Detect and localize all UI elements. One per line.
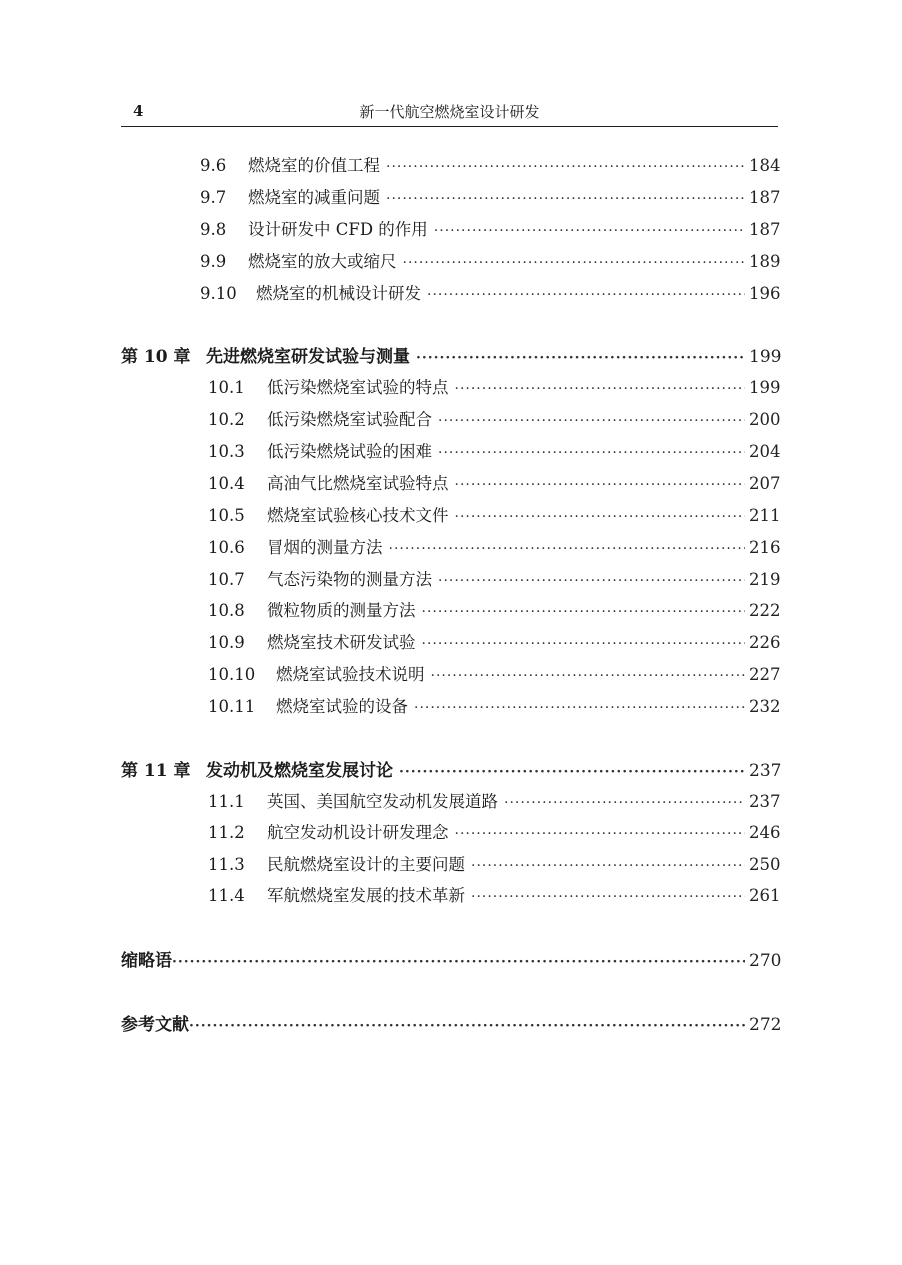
page-ref: 199	[749, 347, 782, 367]
section-number: 10.6	[208, 538, 245, 557]
dot-leader	[422, 604, 746, 620]
page-ref: 211	[749, 506, 781, 525]
page-ref: 226	[749, 633, 781, 652]
section-title: 冒烟的测量方法	[267, 538, 383, 557]
chapter-number: 第 11 章	[121, 761, 191, 781]
running-title: 新一代航空燃烧室设计研发	[359, 103, 540, 121]
section-number: 9.9	[200, 252, 227, 271]
section-title: 燃烧室的价值工程	[248, 156, 380, 175]
toc-entry-11-1[interactable]	[208, 788, 781, 814]
chapter-number: 第 10 章	[121, 347, 191, 367]
toc-entry-10-6[interactable]	[208, 534, 781, 560]
dot-leader	[172, 954, 745, 970]
section-title: 低污染燃烧室试验配合	[267, 410, 432, 429]
section-title: 民航燃烧室设计的主要问题	[267, 855, 465, 874]
toc-entry-9-10[interactable]	[200, 280, 781, 306]
dot-leader	[386, 159, 745, 175]
section-title: 航空发动机设计研发理念	[267, 823, 449, 842]
dot-leader	[422, 636, 746, 652]
dot-leader	[389, 541, 746, 557]
section-title: 燃烧室试验的设备	[276, 697, 408, 716]
section-number: 11.1	[208, 792, 245, 811]
toc-entry-10-3[interactable]	[208, 438, 781, 464]
toc-entry-10-2[interactable]	[208, 406, 781, 432]
section-title: 微粒物质的测量方法	[267, 601, 416, 620]
toc-entry-9-9[interactable]	[200, 248, 781, 274]
page-ref: 204	[749, 442, 781, 461]
section-number: 10.1	[208, 378, 245, 397]
dot-leader	[471, 858, 745, 874]
page-ref: 207	[749, 474, 781, 493]
entry-title: 参考文献	[121, 1015, 189, 1035]
page-ref: 219	[749, 570, 781, 589]
toc-entry-10-7[interactable]	[208, 566, 781, 592]
dot-leader	[403, 255, 746, 271]
page-ref: 237	[749, 792, 781, 811]
dot-leader	[386, 191, 745, 207]
toc-entry-10-8[interactable]	[208, 597, 781, 623]
section-title: 英国、美国航空发动机发展道路	[267, 792, 498, 811]
section-number: 10.4	[208, 474, 245, 493]
section-number: 10.5	[208, 506, 245, 525]
section-title: 燃烧室技术研发试验	[267, 633, 416, 652]
section-number: 11.4	[208, 886, 245, 905]
dot-leader	[471, 889, 745, 905]
dot-leader	[455, 509, 746, 525]
section-number: 9.6	[200, 156, 227, 175]
toc-entry-11-3[interactable]	[208, 851, 781, 877]
toc-entry-10-1[interactable]	[208, 374, 781, 400]
toc-chapter-11[interactable]	[121, 756, 782, 782]
page-ref: 270	[749, 951, 782, 971]
page-ref: 232	[749, 697, 781, 716]
toc-entry-10-5[interactable]	[208, 502, 781, 528]
dot-leader	[434, 223, 745, 239]
section-number: 10.9	[208, 633, 245, 652]
page-ref: 200	[749, 410, 781, 429]
section-title: 军航燃烧室发展的技术革新	[267, 886, 465, 905]
page-ref: 216	[749, 538, 781, 557]
page-ref: 261	[749, 886, 781, 905]
dot-leader	[189, 1018, 745, 1034]
section-number: 10.8	[208, 601, 245, 620]
page-ref: 246	[749, 823, 781, 842]
dot-leader	[438, 413, 745, 429]
page-ref: 199	[749, 378, 781, 397]
section-title: 燃烧室的减重问题	[248, 188, 380, 207]
section-number: 10.7	[208, 570, 245, 589]
section-title: 燃烧室的放大或缩尺	[248, 252, 397, 271]
toc-abbreviations[interactable]	[121, 946, 782, 972]
page-number: 4	[133, 102, 144, 120]
dot-leader	[431, 668, 746, 684]
toc-entry-9-7[interactable]	[200, 184, 781, 210]
section-title: 低污染燃烧室试验的特点	[267, 378, 449, 397]
dot-leader	[504, 795, 745, 811]
dot-leader	[399, 764, 745, 780]
section-number: 9.7	[200, 188, 227, 207]
toc-entry-10-11[interactable]	[208, 693, 781, 719]
section-title: 燃烧室试验核心技术文件	[267, 506, 449, 525]
section-title: 高油气比燃烧室试验特点	[267, 474, 449, 493]
section-number: 10.2	[208, 410, 245, 429]
section-title: 设计研发中 CFD 的作用	[248, 220, 428, 239]
toc-references[interactable]	[121, 1010, 782, 1036]
toc-entry-10-9[interactable]	[208, 629, 781, 655]
toc-entry-11-4[interactable]	[208, 882, 781, 908]
dot-leader	[414, 700, 745, 716]
section-number: 9.8	[200, 220, 227, 239]
page-ref: 272	[749, 1015, 782, 1035]
section-title: 燃烧室试验技术说明	[276, 665, 425, 684]
entry-title: 缩略语	[121, 951, 172, 971]
toc-entry-11-2[interactable]	[208, 819, 781, 845]
section-title: 低污染燃烧试验的困难	[267, 442, 432, 461]
section-number: 11.3	[208, 855, 245, 874]
page-header	[121, 98, 778, 127]
page-ref: 184	[749, 156, 781, 175]
dot-leader	[455, 477, 746, 493]
page-ref: 250	[749, 855, 781, 874]
section-number: 10.10	[208, 665, 256, 684]
dot-leader	[455, 381, 746, 397]
toc-chapter-10[interactable]	[121, 342, 782, 368]
section-number: 11.2	[208, 823, 245, 842]
dot-leader	[438, 445, 745, 461]
section-number: 10.3	[208, 442, 245, 461]
dot-leader	[427, 287, 745, 303]
page-ref: 189	[749, 252, 781, 271]
section-title: 燃烧室的机械设计研发	[256, 284, 421, 303]
page-ref: 187	[749, 220, 781, 239]
toc-entry-10-10[interactable]	[208, 661, 781, 687]
toc-entry-9-6[interactable]	[200, 152, 781, 178]
page-ref: 227	[749, 665, 781, 684]
section-title: 气态污染物的测量方法	[267, 570, 432, 589]
dot-leader	[455, 826, 746, 842]
section-number: 10.11	[208, 697, 256, 716]
page-ref: 237	[749, 761, 782, 781]
chapter-title: 先进燃烧室研发试验与测量	[206, 347, 410, 367]
page-ref: 222	[749, 601, 781, 620]
toc-entry-9-8[interactable]	[200, 216, 781, 242]
dot-leader	[416, 350, 745, 366]
dot-leader	[438, 573, 745, 589]
chapter-title: 发动机及燃烧室发展讨论	[206, 761, 393, 781]
page-ref: 196	[749, 284, 781, 303]
toc-entry-10-4[interactable]	[208, 470, 781, 496]
section-number: 9.10	[200, 284, 237, 303]
page-ref: 187	[749, 188, 781, 207]
